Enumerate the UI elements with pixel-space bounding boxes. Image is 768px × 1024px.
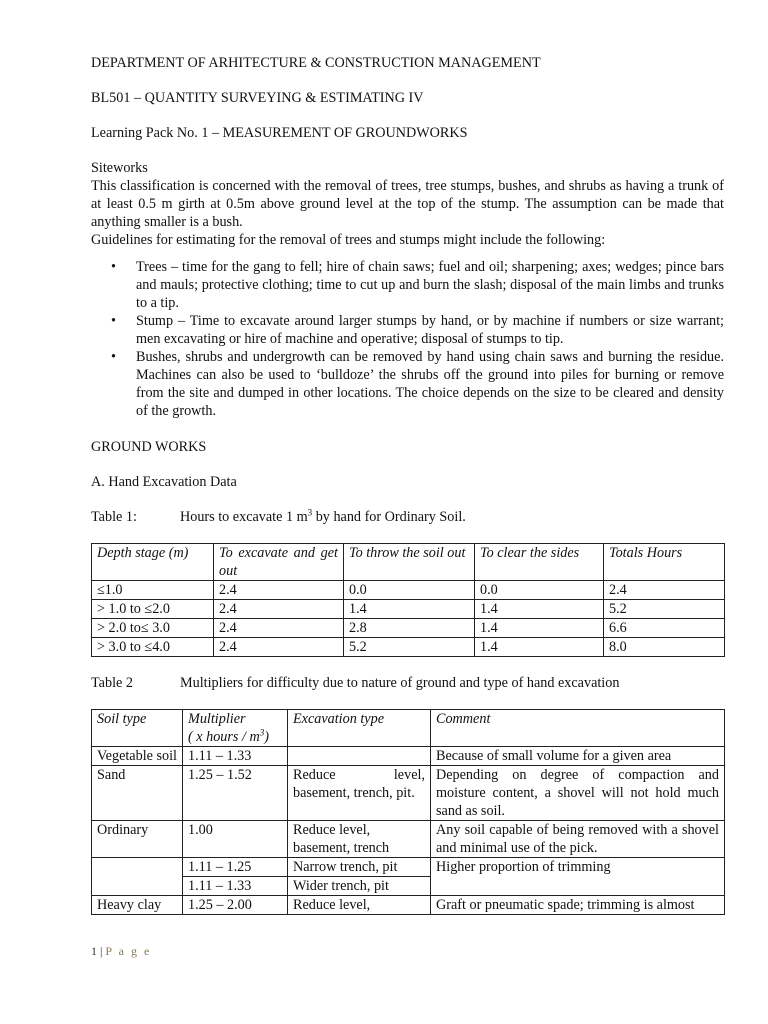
table-cell: Ordinary	[92, 821, 183, 858]
table-cell: Depending on degree of compaction and moisture content, a shovel will not hold much sand as soil.	[431, 766, 725, 821]
bullet-text: Bushes, shrubs and undergrowth can be removed by hand using chain saws and burning the residue. Machines can also be used to ‘bulldoze’ the shrubs off the ground into piles for burning or remove from the site and dumped in other locations. The choice depends on the size to be cleared and density of the growth.	[136, 349, 724, 419]
guidelines-text: Guidelines for estimating for the removal of trees and stumps might include the following:	[91, 232, 606, 248]
table1-caption-text: Hours to excavate 1 $m^3$ by hand for Ordinary Soil.	[180, 507, 466, 525]
table-cell: 1.4	[344, 600, 475, 619]
table-row	[92, 747, 725, 766]
bullet-icon: •	[111, 349, 116, 365]
table-cell: 6.6	[604, 619, 725, 638]
table-cell: > 2.0 to≤ 3.0	[92, 619, 214, 638]
siteworks-paragraph: This classification is concerned with the removal of trees, tree stumps, bushes, and shrubs as having a trunk of at least 0.5 m girth at 0.5m above ground level at the top of the stump. The assumption can be made that anything smaller is a bush.	[91, 178, 724, 230]
table-cell: 1.11 – 1.25	[183, 858, 288, 877]
table-cell: Reduce level,	[288, 896, 431, 915]
document-page	[91, 54, 724, 915]
table-cell: Any soil capable of being removed with a shovel and minimal use of the pick.	[431, 821, 725, 858]
table-row	[92, 600, 725, 619]
table-cell: 2.4	[214, 619, 344, 638]
table-cell: 1.25 – 1.52	[183, 766, 288, 821]
table-cell: Reduce level, basement, trench, pit.	[288, 766, 431, 821]
table2-header-cell: Soil type	[92, 710, 183, 747]
table-cell: 1.25 – 2.00	[183, 896, 288, 915]
table-cell: 5.2	[344, 638, 475, 657]
table1-header-cell: Totals Hours	[604, 544, 725, 581]
table2-header-cell: Excavation type	[288, 710, 431, 747]
table-row	[92, 766, 725, 821]
table-cell: 0.0	[344, 581, 475, 600]
siteworks-heading: Siteworks	[91, 160, 148, 176]
course-title: BL501 – QUANTITY SURVEYING & ESTIMATING IV	[91, 90, 424, 106]
table1-header-cell: Depth stage (m)	[92, 544, 214, 581]
groundworks-heading: GROUND WORKS	[91, 439, 207, 455]
department-title: DEPARTMENT OF ARHITECTURE & CONSTRUCTION MANAGEMENT	[91, 55, 541, 71]
table2-header-cell: Comment	[431, 710, 725, 747]
bullet-stump	[91, 312, 724, 348]
table-cell: 1.11 – 1.33	[183, 877, 288, 896]
table-row	[92, 896, 725, 915]
table-cell: Graft or pneumatic spade; trimming is almost	[431, 896, 725, 915]
table-cell: 1.00	[183, 821, 288, 858]
table2-caption-text: Multipliers for difficulty due to nature of ground and type of hand excavation	[180, 675, 620, 691]
table-cell	[288, 747, 431, 766]
learning-pack-title: Learning Pack No. 1 – MEASUREMENT OF GROUNDWORKS	[91, 125, 468, 141]
table-cell: 1.4	[475, 600, 604, 619]
table1-header-cell: To clear the sides	[475, 544, 604, 581]
table-cell: ≤1.0	[92, 581, 214, 600]
bullet-icon: •	[111, 313, 116, 329]
table-cell: 5.2	[604, 600, 725, 619]
table2-caption	[91, 674, 724, 692]
table-row	[92, 821, 725, 858]
table1	[91, 543, 725, 657]
table1-header-cell: To throw the soil out	[344, 544, 475, 581]
bullet-bushes	[91, 348, 724, 420]
table-cell	[92, 858, 183, 896]
table-cell: Higher proportion of trimming	[431, 858, 725, 896]
table-cell: 2.4	[604, 581, 725, 600]
table-cell: 1.4	[475, 619, 604, 638]
table1-header-row	[92, 544, 725, 581]
table-cell: 1.11 – 1.33	[183, 747, 288, 766]
table-cell: Reduce level, basement, trench	[288, 821, 431, 858]
table-row	[92, 619, 725, 638]
table-cell: > 3.0 to ≤4.0	[92, 638, 214, 657]
table-cell: > 1.0 to ≤2.0	[92, 600, 214, 619]
table-cell: 8.0	[604, 638, 725, 657]
table1-header-cell: To excavate and get out	[214, 544, 344, 581]
table2	[91, 709, 725, 915]
bullet-trees	[91, 258, 724, 312]
bullet-text: Trees – time for the gang to fell; hire of chain saws; fuel and oil; sharpening; axes; wedges; pince bars and mauls; protective clothing; time to cut up and burn the slash; disposal of the main limbs and trunks to a tip.	[136, 259, 724, 311]
table-cell: 2.4	[214, 581, 344, 600]
table1-label: Table 1:	[91, 509, 137, 525]
table-cell: Because of small volume for a given area	[431, 747, 725, 766]
bullet-icon: •	[111, 259, 116, 275]
bullet-text: Stump – Time to excavate around larger stumps by hand, or by machine if numbers or size warrant; men excavating or hire of machine and operative; disposal of stumps to tip.	[136, 313, 724, 347]
table-row	[92, 638, 725, 657]
table-cell: 0.0	[475, 581, 604, 600]
table-cell: Sand	[92, 766, 183, 821]
table-cell: Wider trench, pit	[288, 877, 431, 896]
siteworks-bullet-list	[91, 258, 724, 420]
table2-header-cell: Multiplier ( x hours / $m^3$)	[183, 710, 288, 747]
table-cell: 2.8	[344, 619, 475, 638]
page-separator: |	[97, 944, 106, 958]
page-footer	[91, 942, 151, 960]
table-cell: 2.4	[214, 638, 344, 657]
table-cell: Narrow trench, pit	[288, 858, 431, 877]
table-cell: Vegetable soil	[92, 747, 183, 766]
table1-caption	[91, 508, 724, 526]
table-cell: 2.4	[214, 600, 344, 619]
table-row	[92, 858, 725, 877]
table-cell: 1.4	[475, 638, 604, 657]
table2-label: Table 2	[91, 675, 133, 691]
table-cell: Heavy clay	[92, 896, 183, 915]
table2-header-row	[92, 710, 725, 747]
page-number: 1	[91, 944, 97, 958]
table-row	[92, 581, 725, 600]
hand-excavation-subheading: A. Hand Excavation Data	[91, 474, 237, 490]
page-word: P a g e	[105, 944, 152, 958]
